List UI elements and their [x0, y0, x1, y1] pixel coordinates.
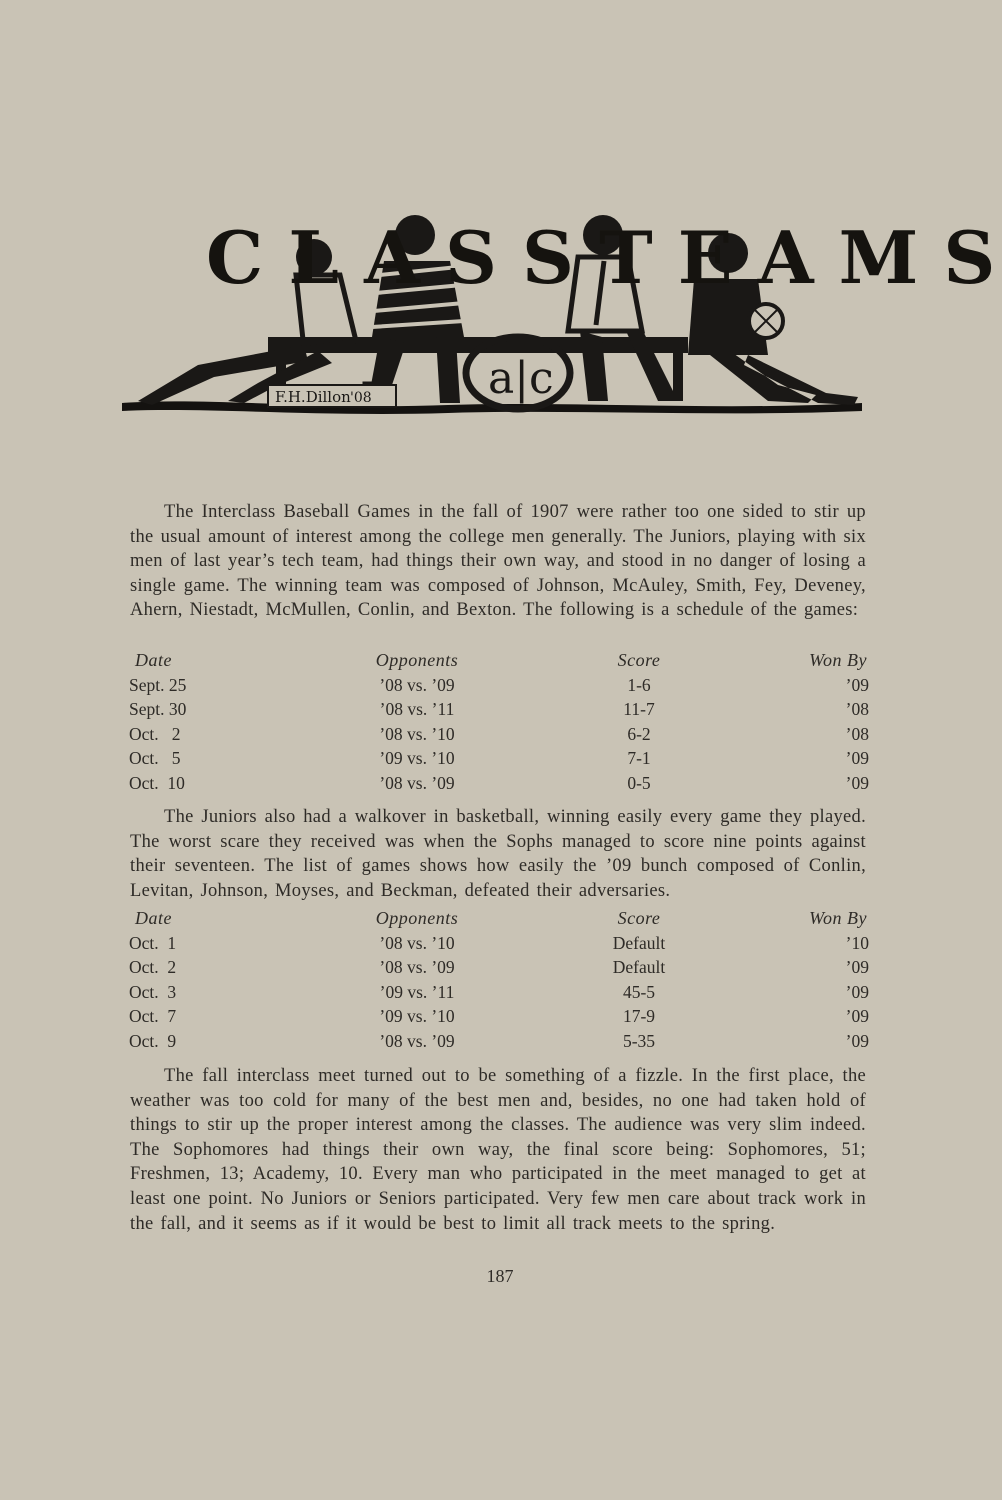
- cell-score: 5-35: [622, 1030, 656, 1051]
- baseball-schedule-table: [129, 650, 869, 798]
- cell-date: Oct. 5: [129, 748, 181, 769]
- cell-date: Oct. 9: [129, 1030, 177, 1051]
- table-row: [129, 748, 869, 773]
- cell-opponents: ’08 vs. ’10: [379, 723, 455, 744]
- cell-score: 0-5: [627, 772, 651, 793]
- cell-won-by: ’09: [845, 674, 869, 695]
- cell-won-by: ’10: [845, 932, 869, 953]
- signature-svg: F.H.Dillon: [275, 388, 351, 406]
- header-date: Date: [135, 908, 172, 928]
- cell-score: Default: [612, 932, 666, 953]
- page-number: 187: [486, 1266, 514, 1286]
- header-won-by: Won By: [809, 908, 867, 928]
- illustration-svg: [118, 205, 996, 425]
- basketball-schedule-table: [129, 908, 869, 1056]
- basketball-paragraph: The Juniors also had a walkover in basketball, winning easily every game they played. The worst scare they received was when the Sophs managed to score nine points against their seventeen. The list of games shows how easily the ’09 bunch composed of Conlin, Levitan, Johnson, Moyses, and Beckman, defeated their adversaries.: [130, 807, 866, 901]
- cell-won-by: ’09: [845, 981, 869, 1002]
- cell-won-by: ’09: [845, 957, 869, 978]
- cell-opponents: ’08 vs. ’09: [379, 1030, 455, 1051]
- header-score: Score: [617, 650, 661, 670]
- cell-date: Oct. 3: [129, 981, 177, 1002]
- header-title-svg: C L A S S T E A M S: [206, 215, 996, 300]
- cell-date: Oct. 7: [129, 1006, 177, 1027]
- cell-won-by: ’09: [845, 1030, 869, 1051]
- cell-opponents: ’09 vs. ’10: [379, 1006, 455, 1027]
- cell-won-by: ’09: [845, 1006, 869, 1027]
- header-opponents: Opponents: [375, 650, 459, 670]
- table-header-row: [129, 908, 869, 933]
- cell-score: 7-1: [627, 748, 651, 769]
- cell-score: Default: [612, 957, 666, 978]
- cell-opponents: ’08 vs. ’09: [379, 772, 455, 793]
- header-won-by: Won By: [809, 650, 867, 670]
- cell-won-by: ’09: [845, 772, 869, 793]
- table-row: [129, 1031, 869, 1056]
- cell-date: Oct. 2: [129, 723, 181, 744]
- header-date: Date: [135, 650, 172, 670]
- table-row: [129, 982, 869, 1007]
- cell-score: 11-7: [623, 699, 655, 720]
- table-row: [129, 773, 869, 798]
- svg-text:a|c: a|c: [488, 353, 554, 404]
- cell-date: Sept. 30: [129, 699, 187, 720]
- svg-text:'08: '08: [350, 390, 372, 406]
- table-row: [129, 724, 869, 749]
- table-row: [129, 675, 869, 700]
- header-score: Score: [617, 908, 661, 928]
- cell-won-by: ’08: [845, 699, 869, 720]
- cell-date: Oct. 1: [129, 932, 177, 953]
- cell-date: Sept. 25: [129, 674, 187, 695]
- cell-score: 6-2: [627, 723, 651, 744]
- cell-opponents: ’08 vs. ’09: [379, 674, 455, 695]
- cell-won-by: ’08: [845, 723, 869, 744]
- table-row: [129, 957, 869, 982]
- header-opponents: Opponents: [375, 908, 459, 928]
- baseball-paragraph: The Interclass Baseball Games in the fall of 1907 were rather too one sided to stir up the usual amount of interest among the college men generally. The Juniors, playing with six men of last year’s tech team, had things their own way, and stood in no danger of losing a single game. The winning team was composed of Johnson, McAuley, Smith, Fey, Deveney, Ahern, Niestadt, McMullen, Conlin, and Bexton. The following is a schedule of the games:: [130, 502, 866, 621]
- cell-opponents: ’09 vs. ’10: [379, 748, 455, 769]
- table-header-row: [129, 650, 869, 675]
- header-illustration: [118, 205, 996, 425]
- table-row: [129, 933, 869, 958]
- cell-score: 17-9: [622, 1006, 656, 1027]
- cell-score: 45-5: [622, 981, 656, 1002]
- cell-opponents: ’09 vs. ’11: [379, 981, 455, 1002]
- cell-score: 1-6: [627, 674, 651, 695]
- cell-opponents: ’08 vs. ’11: [379, 699, 455, 720]
- cell-opponents: ’08 vs. ’10: [379, 932, 455, 953]
- track-paragraph: The fall interclass meet turned out to be something of a fizzle. In the first place, the weather was too cold for many of the best men and, besides, no one had taken hold of things to stir up the proper interest among the classes. The audience was very slim indeed. The Sophomores had things their own way, the final score being: Sophomores, 51; Freshmen, 13; Academy, 10. Every man who participated in the meet managed to get at least one point. No Juniors or Seniors participated. Very few men care about track work in the fall, and it seems as if it would be best to limit all track meets to the spring.: [130, 1066, 866, 1234]
- table-row: [129, 699, 869, 724]
- table-row: [129, 1006, 869, 1031]
- cell-date: Oct. 2: [129, 957, 177, 978]
- cell-opponents: ’08 vs. ’09: [379, 957, 455, 978]
- cell-won-by: ’09: [845, 748, 869, 769]
- cell-date: Oct. 10: [129, 772, 185, 793]
